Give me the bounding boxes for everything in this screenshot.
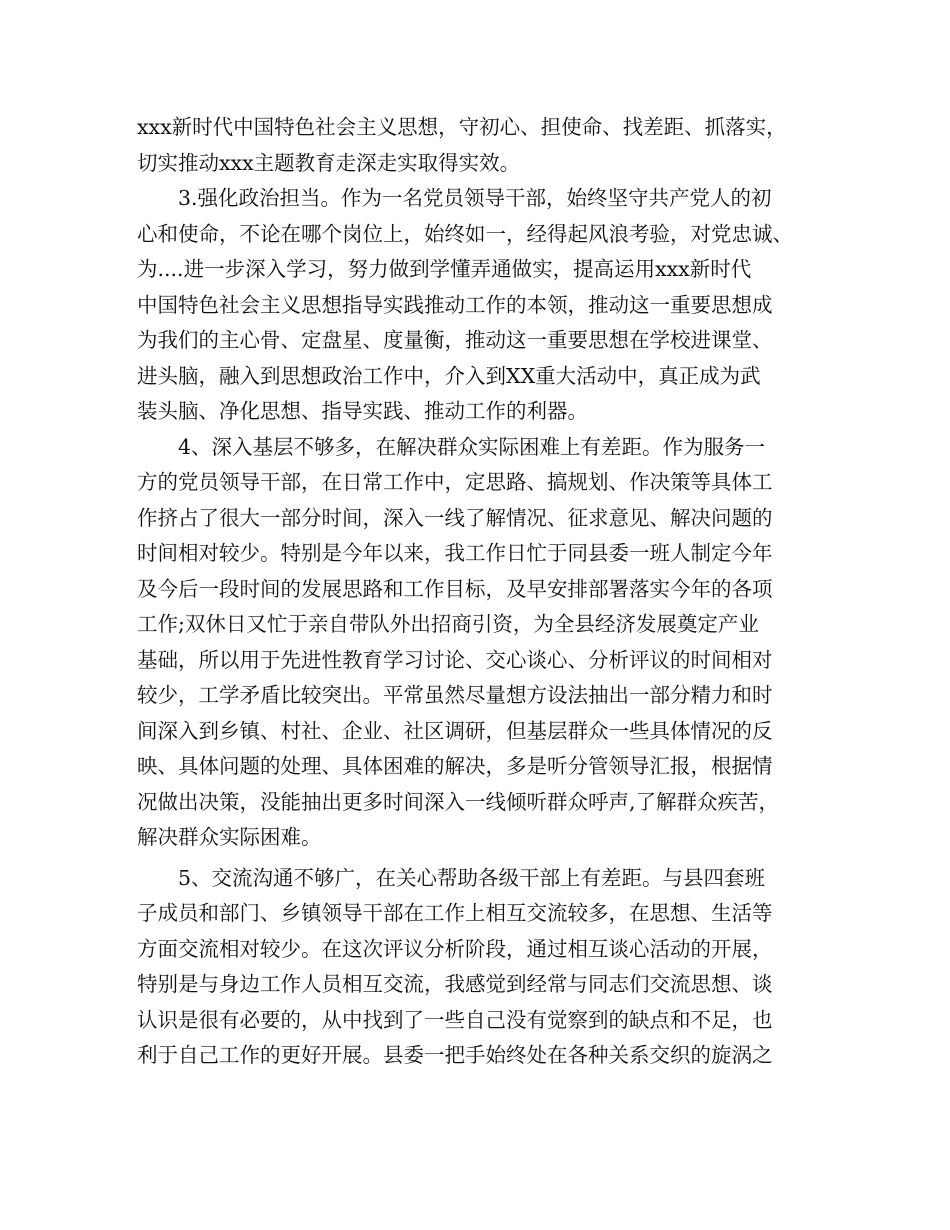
text-line: 方面交流相对较少。在这次评议分析阶段，通过相互谈心活动的开展，: [137, 936, 773, 961]
text-line: 解决群众实际困难。: [137, 825, 322, 849]
text-line: xxx新时代中国特色社会主义思想，守初心、担使命、找差距、抓落实，: [137, 115, 787, 139]
text-line: 作挤占了很大一部分时间，深入一线了解情况、征求意见、解决问题的: [137, 505, 773, 530]
paragraph-2: [137, 181, 827, 430]
paragraph-3: [137, 430, 827, 856]
text-line: 特别是与身边工作人员相互交流，我感觉到经常与同志们交流思想、谈: [137, 972, 773, 996]
text-line: 为....进一步深入学习，努力做到学懂弄通做实，提高运用xxx新时代: [137, 257, 752, 281]
text-line: 为我们的主心骨、定盘星、度量衡，推动这一重要思想在学校进课堂、: [137, 328, 773, 352]
text-line: 心和使命，不论在哪个岗位上，始终如一，经得起风浪考验，对党忠诚、: [137, 221, 793, 246]
text-line: 4、深入基层不够多，在解决群众实际困难上有差距。作为服务一: [137, 434, 766, 459]
paragraph-4: [137, 861, 827, 1074]
text-line: 况做出决策，没能抽出更多时间深入一线倾听群众呼声,了解群众疾苦，: [137, 789, 780, 814]
text-line: 装头脑、净化思想、指导实践、推动工作的利器。: [137, 399, 588, 423]
text-line: 基础，所以用于先进性教育学习讨论、交心谈心、分析评议的时间相对: [137, 647, 773, 672]
text-line: 子成员和部门、乡镇领导干部在工作上相互交流较多，在思想、生活等: [137, 901, 773, 925]
text-line: 5、交流沟通不够广，在关心帮助各级干部上有差距。与县四套班: [137, 865, 766, 890]
text-line: 认识是很有必要的，从中找到了一些自己没有觉察到的缺点和不足，也: [137, 1007, 773, 1032]
paragraph-1: [137, 110, 827, 181]
text-line: 及今后一段时间的发展思路和工作目标，及早安排部署落实今年的各项: [137, 576, 773, 601]
text-line: 映、具体问题的处理、具体困难的解决，多是听分管领导汇报，根据情: [137, 754, 773, 778]
text-line: 工作;双休日又忙于亲自带队外出招商引资，为全县经济发展奠定产业: [137, 612, 759, 636]
text-line: 较少，工学矛盾比较突出。平常虽然尽量想方设法抽出一部分精力和时: [137, 683, 773, 707]
text-line: 方的党员领导干部，在日常工作中，定思路、搞规划、作决策等具体工: [137, 470, 773, 494]
text-line: 中国特色社会主义思想指导实践推动工作的本领，推动这一重要思想成: [137, 292, 773, 317]
text-line: 进头脑，融入到思想政治工作中，介入到XX重大活动中，真正成为武: [137, 363, 761, 388]
text-line: 利于自己工作的更好开展。县委一把手始终处在各种关系交织的旋涡之: [137, 1043, 773, 1067]
text-line: 间深入到乡镇、村社、企业、社区调研，但基层群众一些具体情况的反: [137, 718, 773, 743]
text-line: 3.强化政治担当。作为一名党员领导干部，始终坚守共产党人的初: [137, 186, 772, 210]
text-line: 时间相对较少。特别是今年以来，我工作日忙于同县委一班人制定今年: [137, 541, 773, 565]
document-body: [137, 110, 827, 1074]
text-line: 切实推动xxx主题教育走深走实取得实效。: [137, 150, 521, 175]
